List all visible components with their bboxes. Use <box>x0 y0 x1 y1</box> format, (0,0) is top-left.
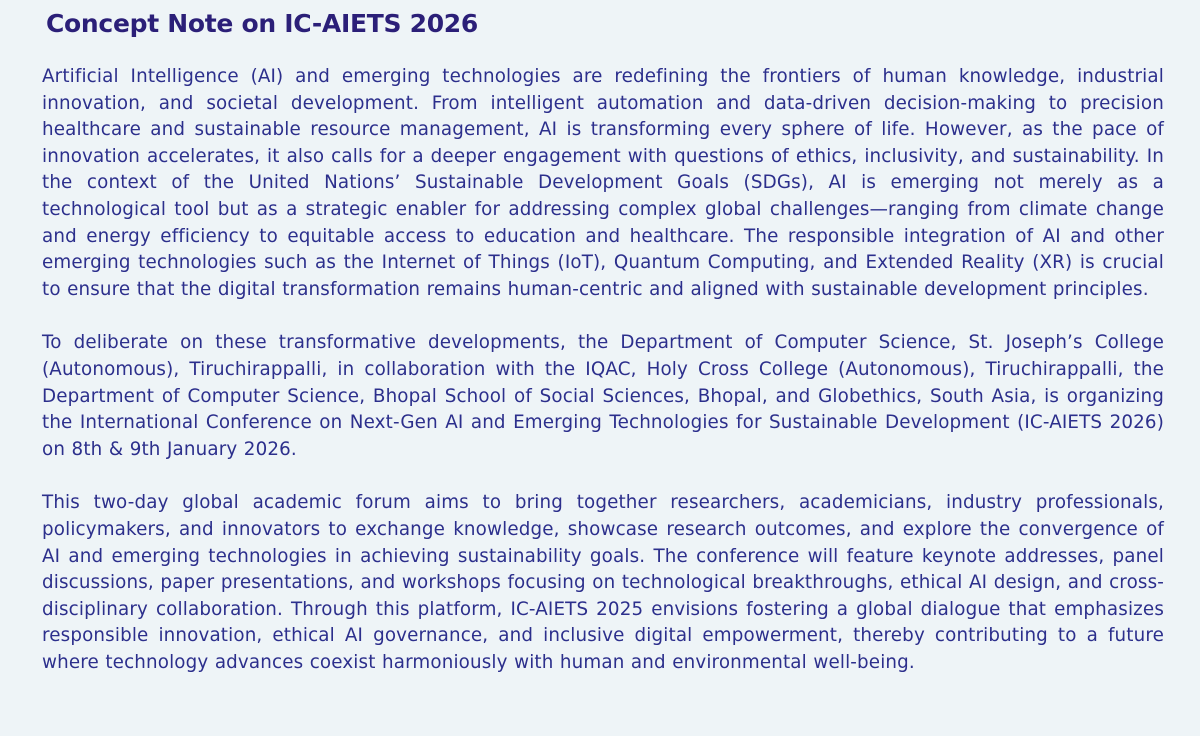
paragraph-introduction: Artificial Intelligence (AI) and emerging technologies are redefining the frontiers of human knowledge, industrial innovation, and societal development. From intelligent automation and data-driven decision-making to precision healthcare and sustainable resource management, AI is transforming every sphere of life. However, as the pace of innovation accelerates, it also calls for a deeper engagement with questions of ethics, inclusivity, and sustainability. In the context of the United Nations’ Sustainable Development Goals (SDGs), AI is emerging not merely as a technological tool but as a strategic enabler for addressing complex global challenges—ranging from climate change and energy efficiency to equitable access to education and healthcare. The responsible integration of AI and other emerging technologies such as the Internet of Things (IoT), Quantum Computing, and Extended Reality (XR) is crucial to ensure that the digital transformation remains human-centric and aligned with sustainable development principles. <box>42 66 1164 300</box>
concept-note-body <box>42 64 1164 676</box>
page-title: Concept Note on IC-AIETS 2026 <box>46 9 478 38</box>
paragraph-organizers: To deliberate on these transformative developments, the Department of Computer Science, St. Joseph’s College (Autonomous), Tiruchirappalli, in collaboration with the IQAC, Holy Cross College (Autonomous), Tiruchirappalli, the Department of Computer Science, Bhopal School of Social Sciences, Bhopal, and Globethics, South Asia, is organizing the International Conference on Next-Gen AI and Emerging Technologies for Sustainable Development (IC-AIETS 2026) on 8th & 9th January 2026. <box>42 332 1164 460</box>
paragraph-forum-aims: This two-day global academic forum aims to bring together researchers, academicians, industry professionals, policymakers, and innovators to exchange knowledge, showcase research outcomes, and explore the convergence of AI and emerging technologies in achieving sustainability goals. The conference will feature keynote addresses, panel discussions, paper presentations, and workshops focusing on technological breakthroughs, ethical AI design, and cross-disciplinary collaboration. Through this platform, IC-AIETS 2025 envisions fostering a global dialogue that emphasizes responsible innovation, ethical AI governance, and inclusive digital empowerment, thereby contributing to a future where technology advances coexist harmoniously with human and environmental well-being. <box>42 492 1164 673</box>
